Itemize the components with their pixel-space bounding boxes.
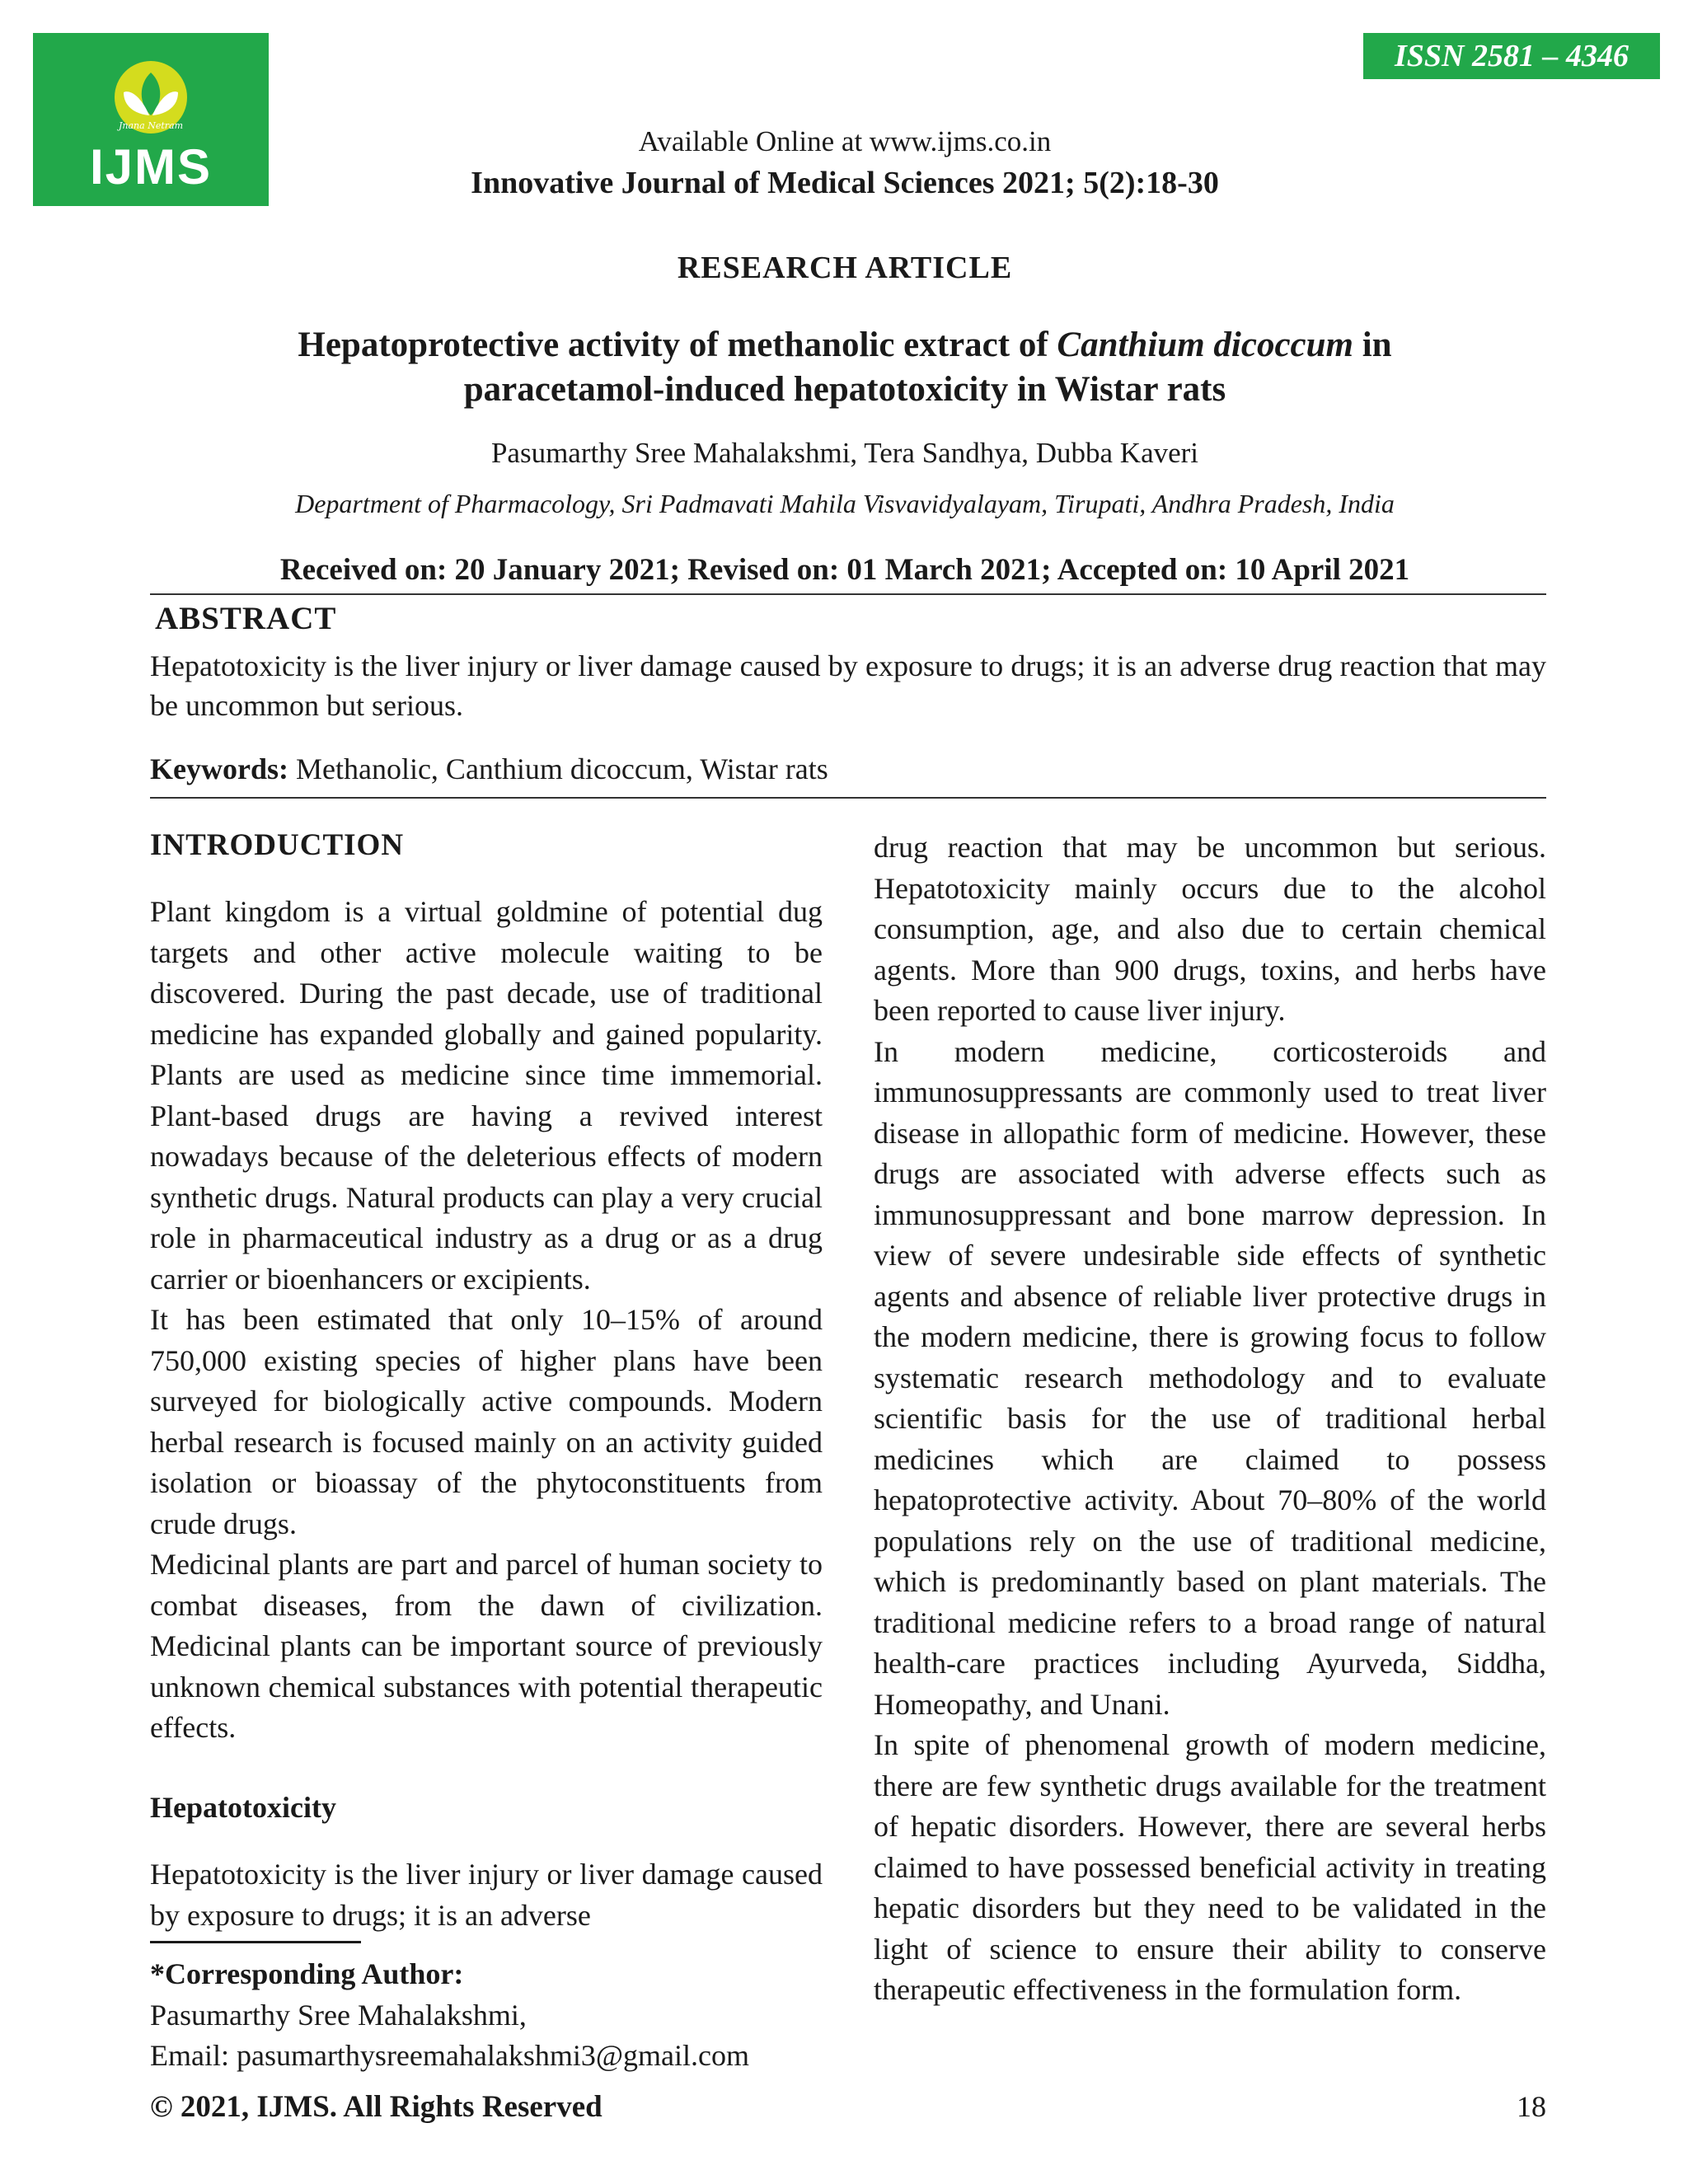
- affiliation: Department of Pharmacology, Sri Padmavati Mahila Visvavidyalayam, Tirupati, Andhra Pradesh, India: [295, 489, 1395, 518]
- logo-text: IJMS: [89, 139, 213, 194]
- keywords: [150, 752, 828, 786]
- divider: [150, 593, 1546, 595]
- author-list: Pasumarthy Sree Mahalakshmi, Tera Sandhya, Dubba Kaveri: [490, 437, 1199, 469]
- title-part-2: in: [1353, 326, 1392, 364]
- paragraph: In modern medicine, corticosteroids and immunosuppressants are commonly used to treat liver disease in allopathic form of medicine. However, these drugs are associated with adverse effects such as immunosuppressant and bone marrow depression. In view of severe undesirable side effects of synthetic agents and absence of reliable liver protective drugs in the modern medicine, there is growing focus to follow systematic research methodology and to evaluate scientific basis for the use of traditional herbal medicines which are claimed to possess hepatoprotective activity. About 70–80% of the world populations rely on the use of traditional medicine, which is predominantly based on plant materials. The traditional medicine refers to a broad range of natural health-care practices including Ayurveda, Siddha, Homeopathy, and Unani.: [874, 1034, 1546, 1721]
- paragraph: Plant kingdom is a virtual goldmine of potential dug targets and other active molecule waiting to be discovered. During the past decade, use of traditional medicine has expanded globally and gained popularity. Plants are used as medicine since time immemorial. Plant-based drugs are having a revived interest nowadays because of the deleterious effects of modern synthetic drugs. Natural products can play a very crucial role in pharmaceutical industry as a drug or as a drug carrier or bioenhancers or excipients.: [150, 895, 823, 1296]
- title-line-2: paracetamol-induced hepatotoxicity in Wistar rats: [463, 370, 1226, 409]
- keywords-value: Methanolic, Canthium dicoccum, Wistar rats: [288, 752, 828, 785]
- hepatotoxicity-heading: Hepatotoxicity: [150, 1791, 336, 1824]
- paragraph: Medicinal plants are part and parcel of human society to combat diseases, from the dawn of civilization. Medicinal plants can be important source of previously unknown chemical substances with potential therapeutic effects.: [150, 1548, 823, 1744]
- title-part-1: Hepatoprotective activity of methanolic extract of: [298, 326, 1057, 364]
- paragraph: It has been estimated that only 10–15% of around 750,000 existing species of higher plans have been surveyed for biologically active compounds. Modern herbal research is focused mainly on an activity guided isolation or bioassay of the phytoconstituents from crude drugs.: [150, 1303, 823, 1540]
- svg-text:Jnana Netram: Jnana Netram: [119, 120, 183, 131]
- issn-badge: ISSN 2581 – 4346: [1363, 33, 1660, 79]
- journal-citation: Innovative Journal of Medical Sciences 2021; 5(2):18-30: [471, 166, 1219, 200]
- available-online-line: Available Online at www.ijms.co.in: [638, 125, 1052, 157]
- copyright: © 2021, IJMS. All Rights Reserved: [150, 2090, 603, 2124]
- title-species: Canthium dicoccum: [1057, 326, 1353, 364]
- publication-dates: Received on: 20 January 2021; Revised on: 01 March 2021; Accepted on: 10 April 2021: [279, 553, 1410, 587]
- paragraph: drug reaction that may be uncommon but serious. Hepatotoxicity mainly occurs due to the alcohol consumption, age, and also due to certain chemical agents. More than 900 drugs, toxins, and herbs have been reported to cause liver injury.: [874, 831, 1546, 1027]
- page-number: 18: [1517, 2090, 1546, 2123]
- abstract-text: Hepatotoxicity is the liver injury or liver damage caused by exposure to drugs; it is an adverse drug reaction that may be uncommon but serious.: [150, 649, 1546, 722]
- corresponding-author-name: Pasumarthy Sree Mahalakshmi,: [150, 1999, 527, 2032]
- corresponding-author-label: *Corresponding Author:: [150, 1957, 464, 1990]
- footnote-divider: [150, 1941, 361, 1943]
- left-column-body: [150, 892, 823, 1749]
- abstract-heading: ABSTRACT: [155, 601, 337, 636]
- keywords-label: Keywords:: [150, 752, 288, 785]
- left-column-continued: [150, 1854, 823, 1936]
- introduction-heading: INTRODUCTION: [150, 828, 405, 862]
- paragraph: Hepatotoxicity is the liver injury or liver damage caused by exposure to drugs; it is an adverse: [150, 1858, 823, 1932]
- paragraph: In spite of phenomenal growth of modern medicine, there are few synthetic drugs available for the treatment of hepatic disorders. However, there are several herbs claimed to have possessed beneficial activity in treating hepatic disorders but they need to be validated in the light of science to ensure their ability to conserve therapeutic effectiveness in the formulation form.: [874, 1728, 1546, 2006]
- article-type: RESEARCH ARTICLE: [677, 251, 1013, 285]
- corresponding-author-email: Email: pasumarthysreemahalakshmi3@gmail.com: [150, 2039, 749, 2072]
- article-title: [124, 323, 1566, 412]
- divider: [150, 797, 1546, 799]
- right-column-body: [874, 827, 1546, 2011]
